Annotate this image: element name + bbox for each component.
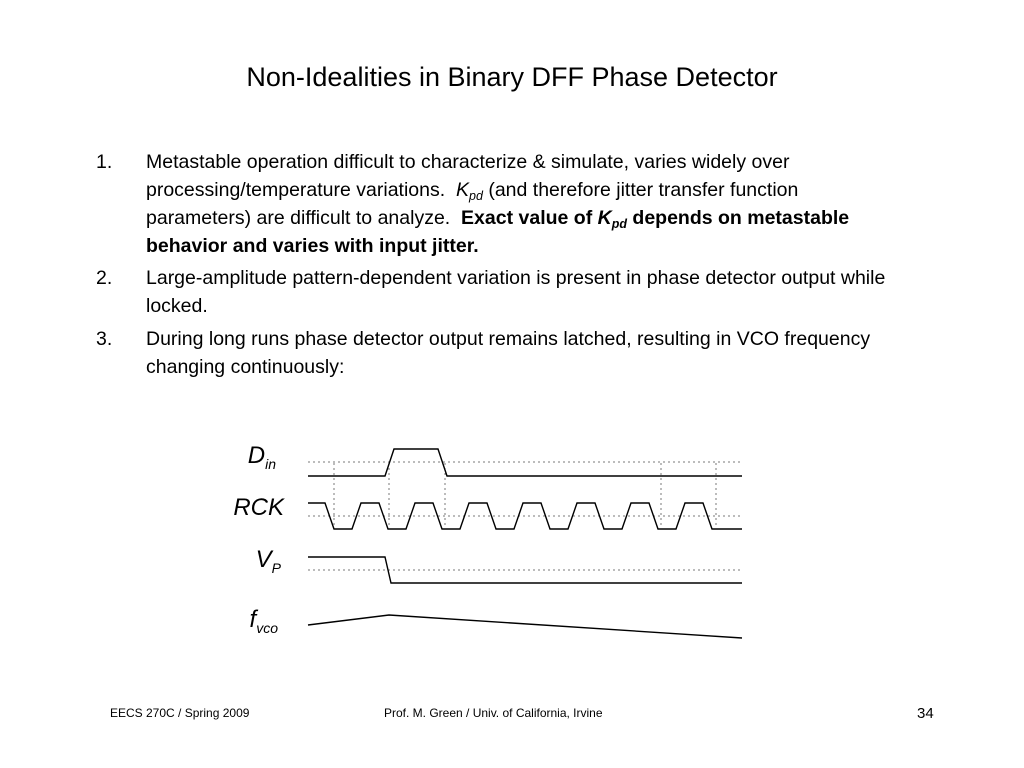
vp-label: $V_P$ bbox=[255, 546, 281, 576]
bullet-number: 3. bbox=[96, 328, 113, 350]
kpd-symbol: $K_{pd}$ bbox=[456, 179, 483, 203]
bullet-bold-text: Exact value of $K_{pd}$ depends on metastable behavior and varies with input jitter. bbox=[146, 207, 850, 257]
bullet-number: 1. bbox=[96, 151, 113, 173]
footer-author: Prof. M. Green / Univ. of California, Irvine bbox=[384, 706, 603, 720]
bullet-number: 2. bbox=[96, 267, 113, 289]
footer-course: EECS 270C / Spring 2009 bbox=[110, 706, 250, 720]
bullet-text: During long runs phase detector output remains latched, resulting in VCO frequency changing continuously: bbox=[146, 328, 871, 378]
fvco-label: $f_{vco}$ bbox=[249, 606, 278, 636]
din-label: $D_{in}$ bbox=[247, 442, 276, 472]
bullet-text-part: (and therefore jitter transfer function parameters) are difficult to analyze. bbox=[146, 179, 799, 229]
rck-label: RCK bbox=[233, 494, 284, 521]
bullet-text: Large-amplitude pattern-dependent variation is present in phase detector output while locked. bbox=[146, 267, 886, 317]
fvco-waveform bbox=[308, 615, 742, 638]
slide-title: Non-Idealities in Binary DFF Phase Detector bbox=[246, 62, 778, 92]
page-number: 34 bbox=[917, 705, 934, 722]
midlevel-dotted-lines bbox=[308, 462, 740, 570]
vertical-guide-lines bbox=[334, 463, 716, 528]
bullet-text-part: Metastable operation difficult to characterize & simulate, varies widely over processing/temperature variations. bbox=[146, 151, 790, 201]
